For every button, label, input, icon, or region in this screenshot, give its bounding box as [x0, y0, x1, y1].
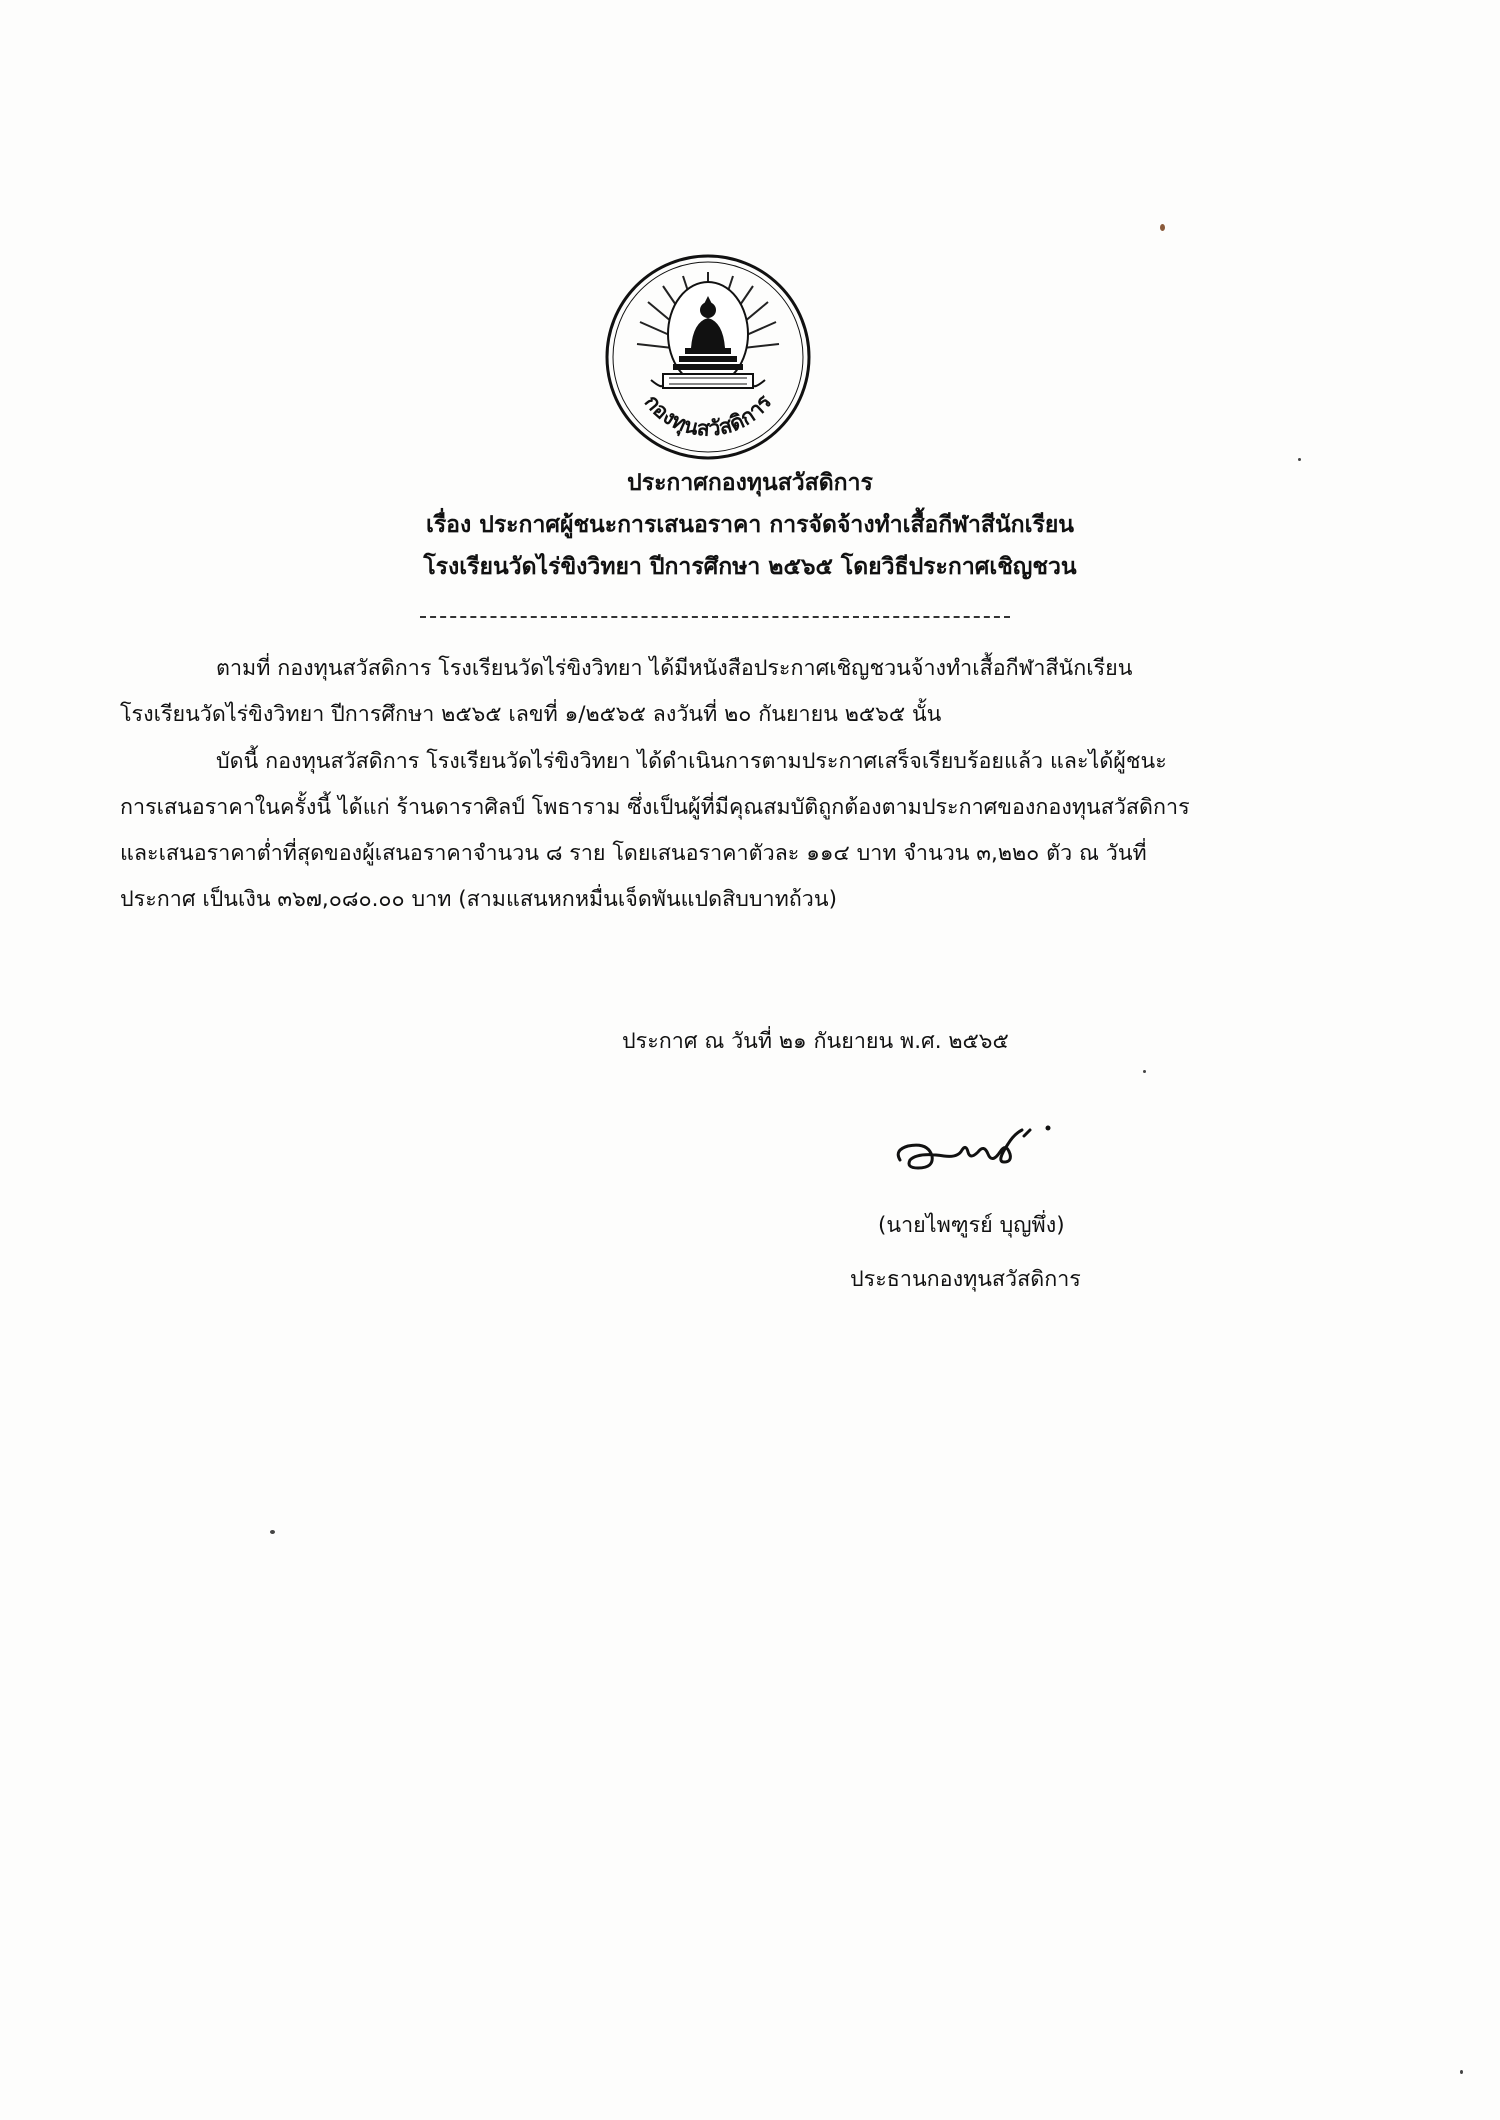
announcement-title	[200, 462, 1300, 588]
title-line-2: เรื่อง ประกาศผู้ชนะการเสนอราคา การจัดจ้างทำเสื้อกีฬาสีนักเรียน	[425, 512, 1075, 538]
announcement-date: ประกาศ ณ วันที่ ๒๑ กันยายน พ.ศ. ๒๕๖๕	[622, 1029, 1009, 1054]
svg-text:กองทุนสวัสดิการ	[640, 389, 777, 440]
title-line-1: ประกาศกองทุนสวัสดิการ	[627, 470, 873, 496]
scan-speck	[1160, 224, 1165, 231]
welfare-fund-seal-logo	[603, 252, 813, 462]
paragraph-1-line-1: ตามที่ กองทุนสวัสดิการ โรงเรียนวัดไร่ขิงวิทยา ได้มีหนังสือประกาศเชิญชวนจ้างทำเสื้อกีฬาสีนักเรียน	[216, 656, 1133, 681]
paragraph-2-line-3: และเสนอราคาต่ำที่สุดของผู้เสนอราคาจำนวน ๘ ราย โดยเสนอราคาตัวละ ๑๑๔ บาท จำนวน ๓,๒๒๐ ตัว ณ วันที่	[120, 841, 1147, 866]
paragraph-2-line-2: การเสนอราคาในครั้งนี้ ได้แก่ ร้านดาราศิลป์ โพธาราม ซึ่งเป็นผู้ที่มีคุณสมบัติถูกต้องตามประกาศของกองทุนสวัสดิการ	[120, 795, 1190, 820]
scan-speck	[270, 1530, 275, 1534]
seal-text: กองทุนสวัสดิการ	[639, 389, 777, 441]
title-line-3: โรงเรียนวัดไร่ขิงวิทยา ปีการศึกษา ๒๕๖๕ โดยวิธีประกาศเชิญชวน	[423, 554, 1077, 580]
signer-name: (นายไพฑูรย์ บุญพึ่ง)	[878, 1213, 1065, 1238]
paragraph-2-line-4: ประกาศ เป็นเงิน ๓๖๗,๐๘๐.๐๐ บาท (สามแสนหกหมื่นเจ็ดพันแปดสิบบาทถ้วน)	[120, 887, 837, 912]
handwritten-signature	[888, 1116, 1058, 1186]
title-divider	[420, 616, 1010, 618]
paragraph-2-line-1: บัดนี้ กองทุนสวัสดิการ โรงเรียนวัดไร่ขิงวิทยา ได้ดำเนินการตามประกาศเสร็จเรียบร้อยแล้ว และได้ผู้ชนะ	[216, 749, 1167, 774]
scan-speck	[1298, 458, 1301, 461]
paragraph-1-line-2: โรงเรียนวัดไร่ขิงวิทยา ปีการศึกษา ๒๕๖๕ เลขที่ ๑/๒๕๖๕ ลงวันที่ ๒๐ กันยายน ๒๕๖๕ นั้น	[120, 702, 942, 727]
scan-speck	[1143, 1070, 1146, 1073]
signer-position: ประธานกองทุนสวัสดิการ	[850, 1267, 1081, 1292]
scan-speck	[1460, 2070, 1463, 2074]
